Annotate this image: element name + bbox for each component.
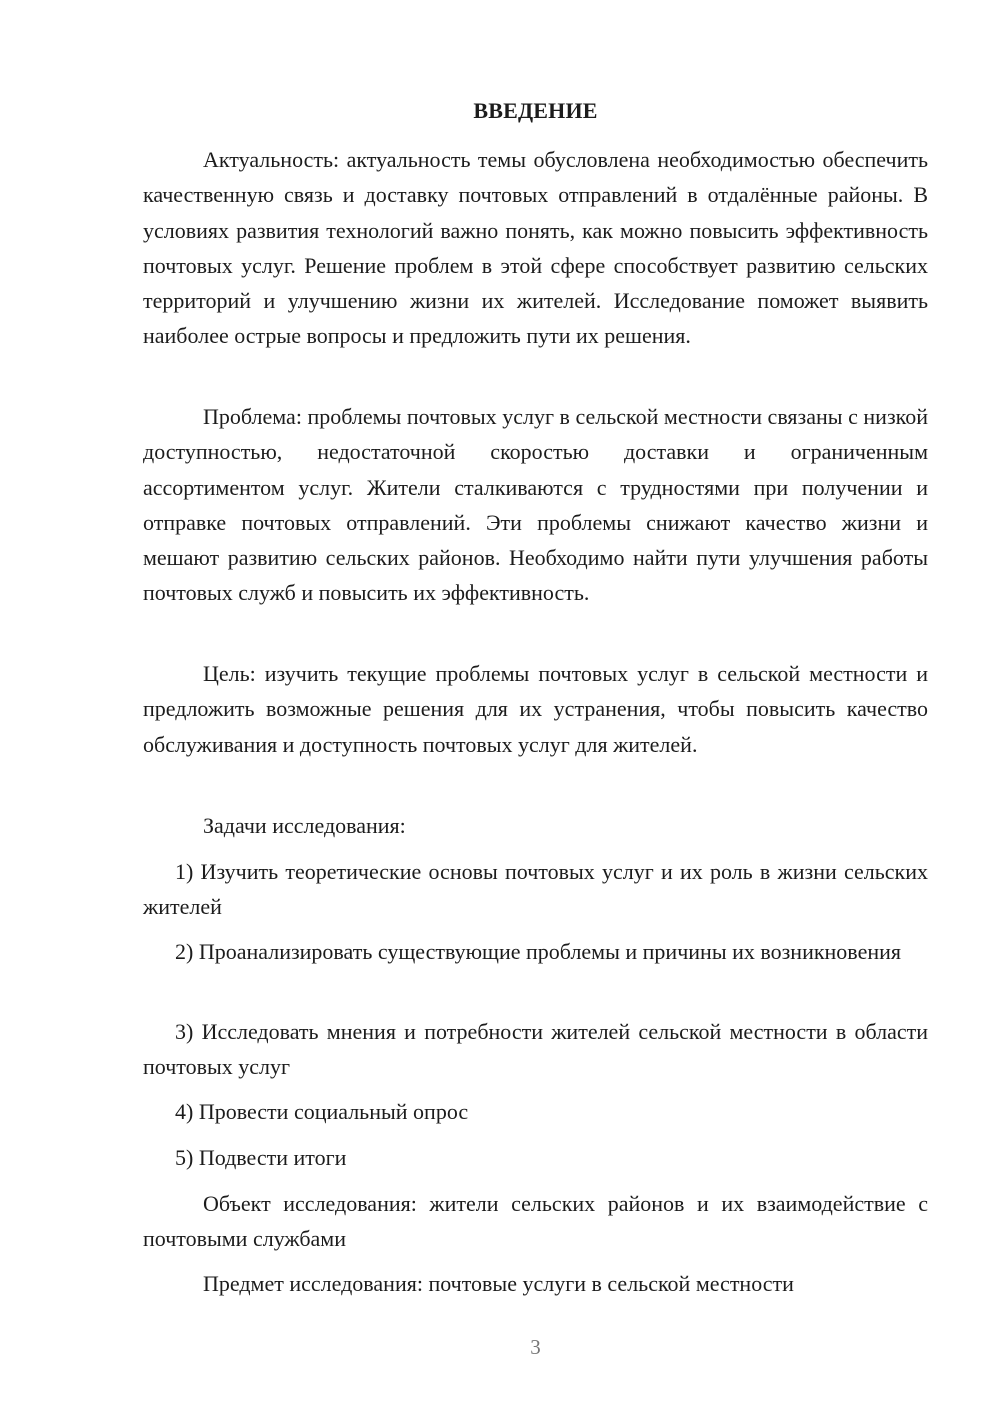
paragraph-subject: Предмет исследования: почтовые услуги в сельской местности	[203, 1271, 794, 1296]
task-item-1: 1) Изучить теоретические основы почтовых услуг и их роль в жизни сельских жителей	[143, 859, 928, 920]
task-item-3: 3) Исследовать мнения и потребности жителей сельской местности в области почтовых услуг	[143, 1019, 928, 1080]
paragraph-relevance: Актуальность: актуальность темы обусловлена необходимостью обеспечить качественную связь и доставку почтовых отправлений в отдалённые районы. В условиях развития технологий важно понять, как можно повысить эффективность почтовых услуг. Решение проблем в этой сфере способствует развитию сельских территорий и улучшению жизни их жителей. Исследование поможет выявить наиболее острые вопросы и предложить пути их решения.	[143, 147, 928, 349]
paragraph-object: Объект исследования: жители сельских районов и их взаимодействие с почтовыми службами	[143, 1191, 928, 1252]
task-item-5: 5) Подвести итоги	[175, 1145, 347, 1170]
tasks-title: Задачи исследования:	[203, 813, 406, 838]
paragraph-problem: Проблема: проблемы почтовых услуг в сельской местности связаны с низкой доступностью, недостаточной скоростью доставки и ограниченным ассортиментом услуг. Жители сталкиваются с трудностями при получении и отправке почтовых отправлений. Эти проблемы снижают качество жизни и мешают развитию сельских районов. Необходимо найти пути улучшения работы почтовых служб и повысить их эффективность.	[143, 404, 928, 606]
page-number: 3	[530, 1335, 541, 1359]
document-page	[143, 0, 928, 1414]
paragraph-goal: Цель: изучить текущие проблемы почтовых услуг в сельской местности и предложить возможные решения для их устранения, чтобы повысить качество обслуживания и доступность почтовых услуг для жителей.	[143, 661, 928, 757]
page-title: ВВЕДЕНИЕ	[473, 98, 598, 123]
task-item-4: 4) Провести социальный опрос	[175, 1099, 469, 1124]
task-item-2: 2) Проанализировать существующие проблемы и причины их возникновения	[175, 939, 901, 964]
